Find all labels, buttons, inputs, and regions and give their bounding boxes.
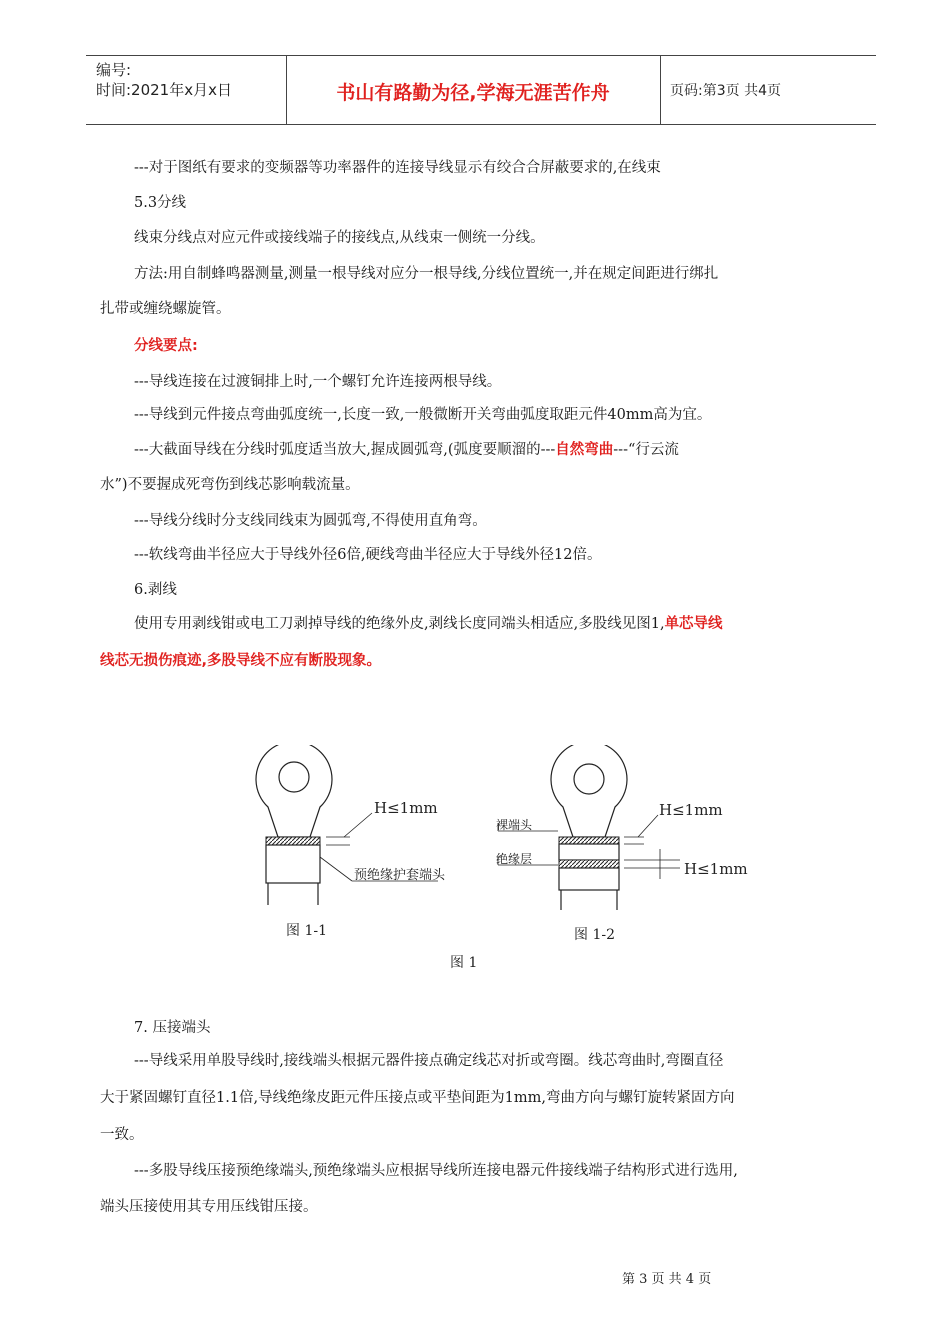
emphasis-line: 线芯无损伤痕迹,多股导线不应有断股现象。 <box>100 653 382 669</box>
callout-label: 裸端头 <box>496 818 533 832</box>
header-meta <box>96 60 232 100</box>
header-divider <box>660 56 661 124</box>
body-line: ---导线分线时分支线同线束为圆弧弯,不得使用直角弯。 <box>134 513 487 529</box>
key-points-heading: 分线要点: <box>134 338 198 354</box>
page-footer: 第 3 页 共 4 页 <box>622 1272 712 1287</box>
dimension-label: H≤1mm <box>374 799 438 817</box>
body-line: 方法:用自制蜂鸣器测量,测量一根导线对应分一根导线,分线位置统一,并在规定间距进行绑扎 <box>134 266 719 282</box>
body-line: ---导线到元件接点弯曲弧度统一,长度一致,一般微断开关弯曲弧度取距元件40mm高为宜。 <box>134 407 712 423</box>
dimension-label: H≤1mm <box>684 860 748 878</box>
body-line: ---多股导线压接预绝缘端头,预绝缘端头应根据导线所连接电器元件接线端子结构形式进行选用, <box>134 1163 738 1179</box>
body-line: ---软线弯曲半径应大于导线外径6倍,硬线弯曲半径应大于导线外径12倍。 <box>134 547 602 563</box>
section-heading: 5.3分线 <box>134 195 187 211</box>
emphasis-text: 自然弯曲 <box>555 442 614 458</box>
body-text: ---大截面导线在分线时弧度适当放大,握成圆弧弯,(弧度要顺溜的--- <box>134 442 556 458</box>
header-motto: 书山有路勤为径,学海无涯苦作舟 <box>336 82 610 104</box>
emphasis-text: 单芯导线 <box>664 616 723 632</box>
header-page-number: 页码:第3页 共4页 <box>670 83 781 99</box>
figure-caption: 图 1-2 <box>574 927 615 943</box>
body-line: 端头压接使用其专用压线钳压接。 <box>100 1199 318 1215</box>
body-line: 一致。 <box>100 1127 144 1143</box>
dimension-label: H≤1mm <box>659 801 723 819</box>
terminal-figure <box>240 745 760 980</box>
body-text: 使用专用剥线钳或电工刀剥掉导线的绝缘外皮,剥线长度同端头相适应,多股线见图1, <box>134 616 665 632</box>
section-heading: 7. 压接端头 <box>134 1020 211 1036</box>
doc-time-label: 时间:2021年x月x日 <box>96 81 232 99</box>
doc-number-label: 编号: <box>96 61 132 79</box>
figure-caption-main: 图 1 <box>450 955 478 971</box>
body-line <box>134 440 896 460</box>
body-line: 大于紧固螺钉直径1.1倍,导线绝缘皮距元件压接点或平垫间距为1mm,弯曲方向与螺钉旋转紧固方向 <box>100 1090 735 1106</box>
section-heading: 6.剥线 <box>134 582 177 598</box>
page-header <box>86 55 876 125</box>
body-line: 水”)不要握成死弯伤到线芯影响载流量。 <box>100 477 360 493</box>
callout-label: 绝缘层 <box>496 852 533 866</box>
body-line: ---导线连接在过渡铜排上时,一个螺钉允许连接两根导线。 <box>134 374 502 390</box>
callout-label: 预绝缘护套端头 <box>354 868 446 883</box>
body-line: 线束分线点对应元件或接线端子的接线点,从线束一侧统一分线。 <box>134 230 545 246</box>
body-line: ---对于图纸有要求的变频器等功率器件的连接导线显示有绞合合屏蔽要求的,在线束 <box>134 160 661 176</box>
body-line: 扎带或缠绕螺旋管。 <box>100 301 231 317</box>
body-line: ---导线采用单股导线时,接线端头根据元器件接点确定线芯对折或弯圈。线芯弯曲时,弯圈直径 <box>134 1053 724 1069</box>
body-line <box>134 614 896 634</box>
body-text: ---“行云流 <box>613 442 679 458</box>
figure-caption: 图 1-1 <box>286 923 327 939</box>
